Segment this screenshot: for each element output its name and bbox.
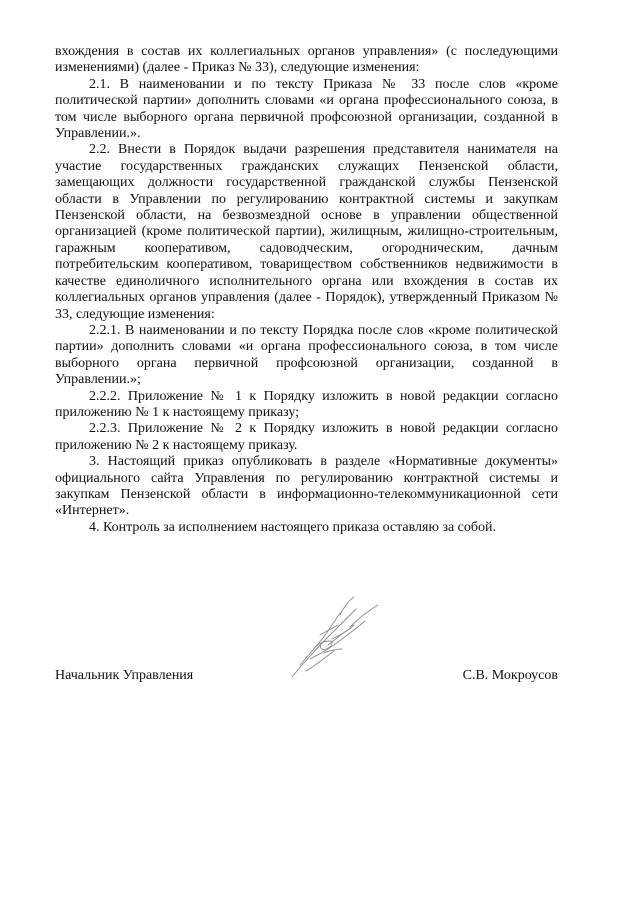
paragraph-2-2: 2.2. Внести в Порядок выдачи разрешения представителя нанимателя на участие государственных гражданских служащих Пензенской области, замещающих должности государственной гражданской службы Пензенской области в Управлении по регулированию контрактной системы и закупкам Пензенской области, на безвозмездной основе в управлении общественной организацией (кроме политической партии), жилищным, жилищно-строительным, гаражным кооперативом, садоводческим, огородническим, дачным потребительским кооперативом, товариществом собственников недвижимости в качестве единоличного исполнительного органа или вхождения в состав их коллегиальных органов управления (далее - Порядок), утвержденный Приказом № 33, следующие изменения: — [55, 142, 558, 322]
paragraph-2-2-1: 2.2.1. В наименовании и по тексту Порядка после слов «кроме политической партии» дополнить словами «и органа профессионального союза, в том числе выборного органа первичной профсоюзной организации, созданной в Управлении.»; — [55, 322, 558, 388]
document-body — [55, 44, 558, 536]
paragraph-intro-continuation: вхождения в состав их коллегиальных органов управления» (с последующими изменениями) (далее - Приказ № 33), следующие изменения: — [55, 44, 558, 76]
paragraph-3: 3. Настоящий приказ опубликовать в разделе «Нормативные документы» официального сайта Управления по регулированию контрактной системы и закупкам Пензенской области в информационно-телекоммуникационной сети «Интернет». — [55, 454, 558, 519]
paragraph-2-1: 2.1. В наименовании и по тексту Приказа № 33 после слов «кроме политической партии» дополнить словами «и органа профессионального союза, в том числе выборного органа первичной профсоюзной организации, созданной в Управлении.». — [55, 76, 558, 142]
handwritten-signature — [270, 595, 385, 685]
signatory-name: С.В. Мокроусов — [462, 668, 558, 683]
paragraph-2-2-2: 2.2.2. Приложение № 1 к Порядку изложить в новой редакции согласно приложению № 1 к настоящему приказу; — [55, 388, 558, 420]
paragraph-4: 4. Контроль за исполнением настоящего приказа оставляю за собой. — [89, 519, 497, 535]
paragraph-2-2-3: 2.2.3. Приложение № 2 к Порядку изложить в новой редакции согласно приложению № 2 к настоящему приказу. — [55, 421, 558, 453]
signatory-title: Начальник Управления — [55, 668, 194, 683]
